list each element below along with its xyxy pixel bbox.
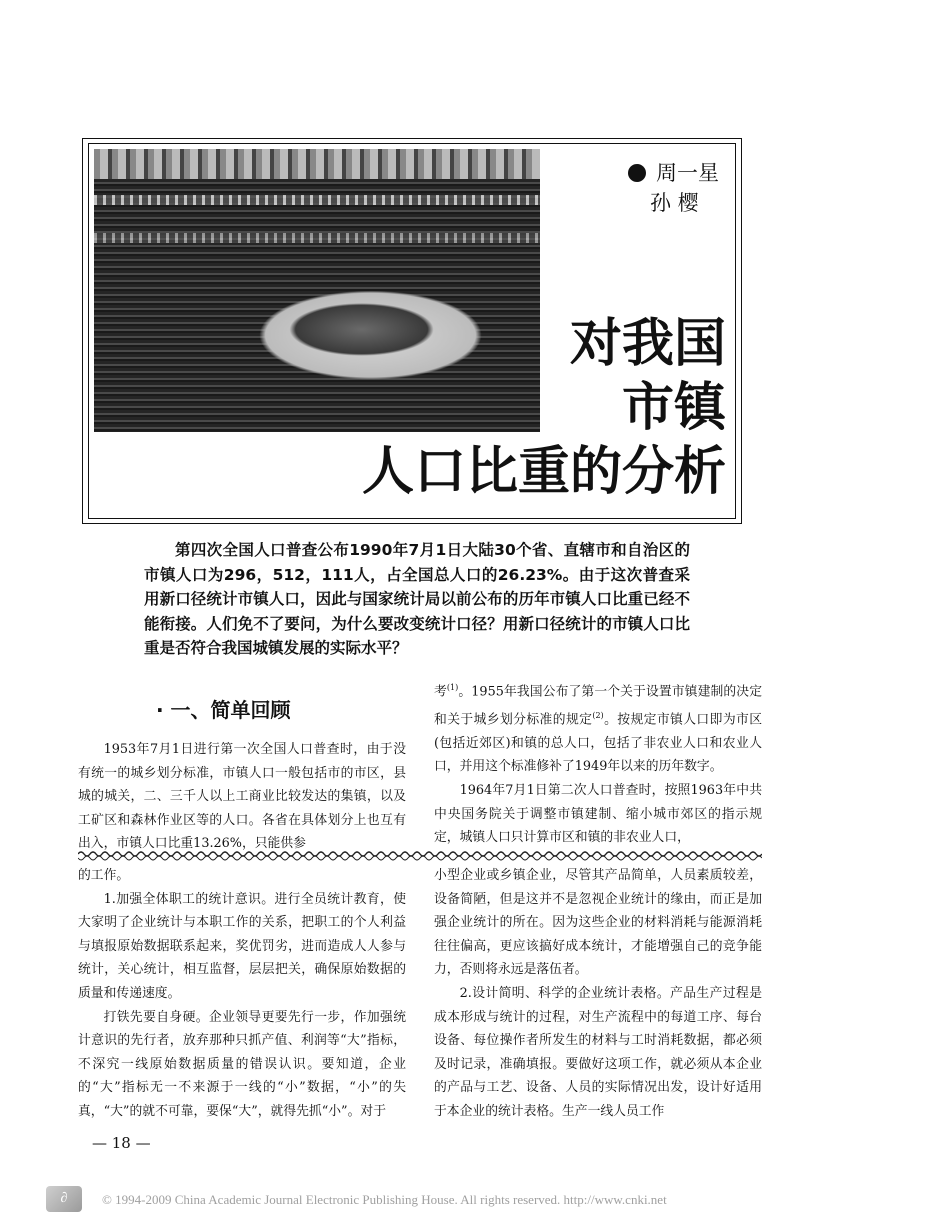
text-run: 考 [434,684,447,700]
paragraph: 1964年7月1日第二次人口普查时，按照1963年中共中央国务院关于调整市镇建制、缩小城市郊区的指示规定，城镇人口只计算市区和镇的非农业人口， [434,782,762,846]
right-column-lower [434,864,762,1124]
abstract: 第四次全国人口普查公布1990年7月1日大陆30个省、直辖市和自治区的市镇人口为296，512，111人，占全国总人口的26.23%。由于这次普查采用新口径统计市镇人口，因此与国家统计局以前公布的历年市镇人口比重已经不能衔接。人们免不了要问，为什么要改变统计口径？用新口径统计的市镇人口比重是否符合我国城镇发展的实际水平？ [144,541,690,657]
photo-building [94,149,540,179]
section-heading: · 一、简单回顾 [156,698,291,722]
bullet-icon [628,164,646,182]
cnki-logo-icon: ∂ [46,1186,82,1212]
photo-balcony-rail [94,195,540,205]
title-line: 市镇 [621,378,726,438]
copyright-text: © 1994-2009 China Academic Journal Electronic Publishing House. All rights reserved. http://www.cnki.net [102,1192,667,1207]
paragraph: 1.加强全体职工的统计意识。进行全员统计教育，使大家明了企业统计与本职工作的关系，把职工的个人利益与填报原始数据联系起来，奖优罚劣，进而造成人人参与统计，关心统计，相互监督，层层把关，确保原始数据的质量和传递速度。 [78,891,406,1001]
title-line: 对我国 [569,314,726,374]
paragraph: 小型企业或乡镇企业，尽管其产品简单，人员素质较差，设备简陋，但是这并不是忽视企业统计的缘由，而正是加强企业统计的所在。因为这些企业的材料消耗与能源消耗往往偏高，更应该搞好成本统计，才能增强自己的竞争能力，否则将永远是落伍者。 [434,868,762,978]
photo-balcony-rail [94,233,540,243]
footnote-ref: (1) [446,683,459,692]
right-column-upper [434,676,762,850]
left-column-upper [78,738,406,856]
authors [628,158,738,218]
footnote-ref: (2) [592,710,604,720]
paragraph: 1953年7月1日进行第一次全国人口普查时，由于没有统一的城乡划分标准，市镇人口一般包括市的市区，县城的城关，二、三千人以上工商业比较发达的集镇，以及工矿区和森林作业区等的人口。各省在具体划分上也互有出入，市镇人口比重13.26%，只能供参 [78,742,406,852]
paragraph: 打铁先要自身硬。企业领导更要先行一步，作加强统计意识的先行者，放弃那种只抓产值、利润等“大”指标，不深究一线原始数据质量的错误认识。要知道，企业的“大”指标无一不来源于一线的“小”数据，“小”的失真，“大”的就不可靠，要保“大”，就得先抓“小”。对于 [78,1009,406,1119]
paragraph [434,676,762,779]
left-column-lower [78,864,406,1124]
paragraph: 2.设计简明、科学的企业统计表格。产品生产过程是成本形成与统计的过程，对生产流程中的每道工序、每台设备、每位操作者所发生的材料与工时消耗数据，都必须及时记录，准确填报。要做好这项工作，就必须从本企业的产品与工艺、设备、人员的实际情况出发，设计好适用于本企业的统计表格。生产一线人员工作 [434,985,762,1119]
text-run: 。按规定市镇人口即为市区(包括近郊区)和镇的总人口，包括了非农业人口和农业人口，并用这个标准修补了1949年以来的历年数字。 [434,712,763,775]
title-line: 人口比重的分析 [361,442,726,502]
wavy-divider [78,849,762,863]
author-name: 孙 樱 [650,191,699,215]
page-number: — 18 — [92,1134,151,1152]
text-run: 。1955年我国公布了第一个关于设置市镇建制的决定和关于城乡划分标准的规定 [434,684,763,728]
paragraph: 的工作。 [78,868,130,883]
author-name: 周一星 [656,161,719,185]
article-title [362,312,726,504]
